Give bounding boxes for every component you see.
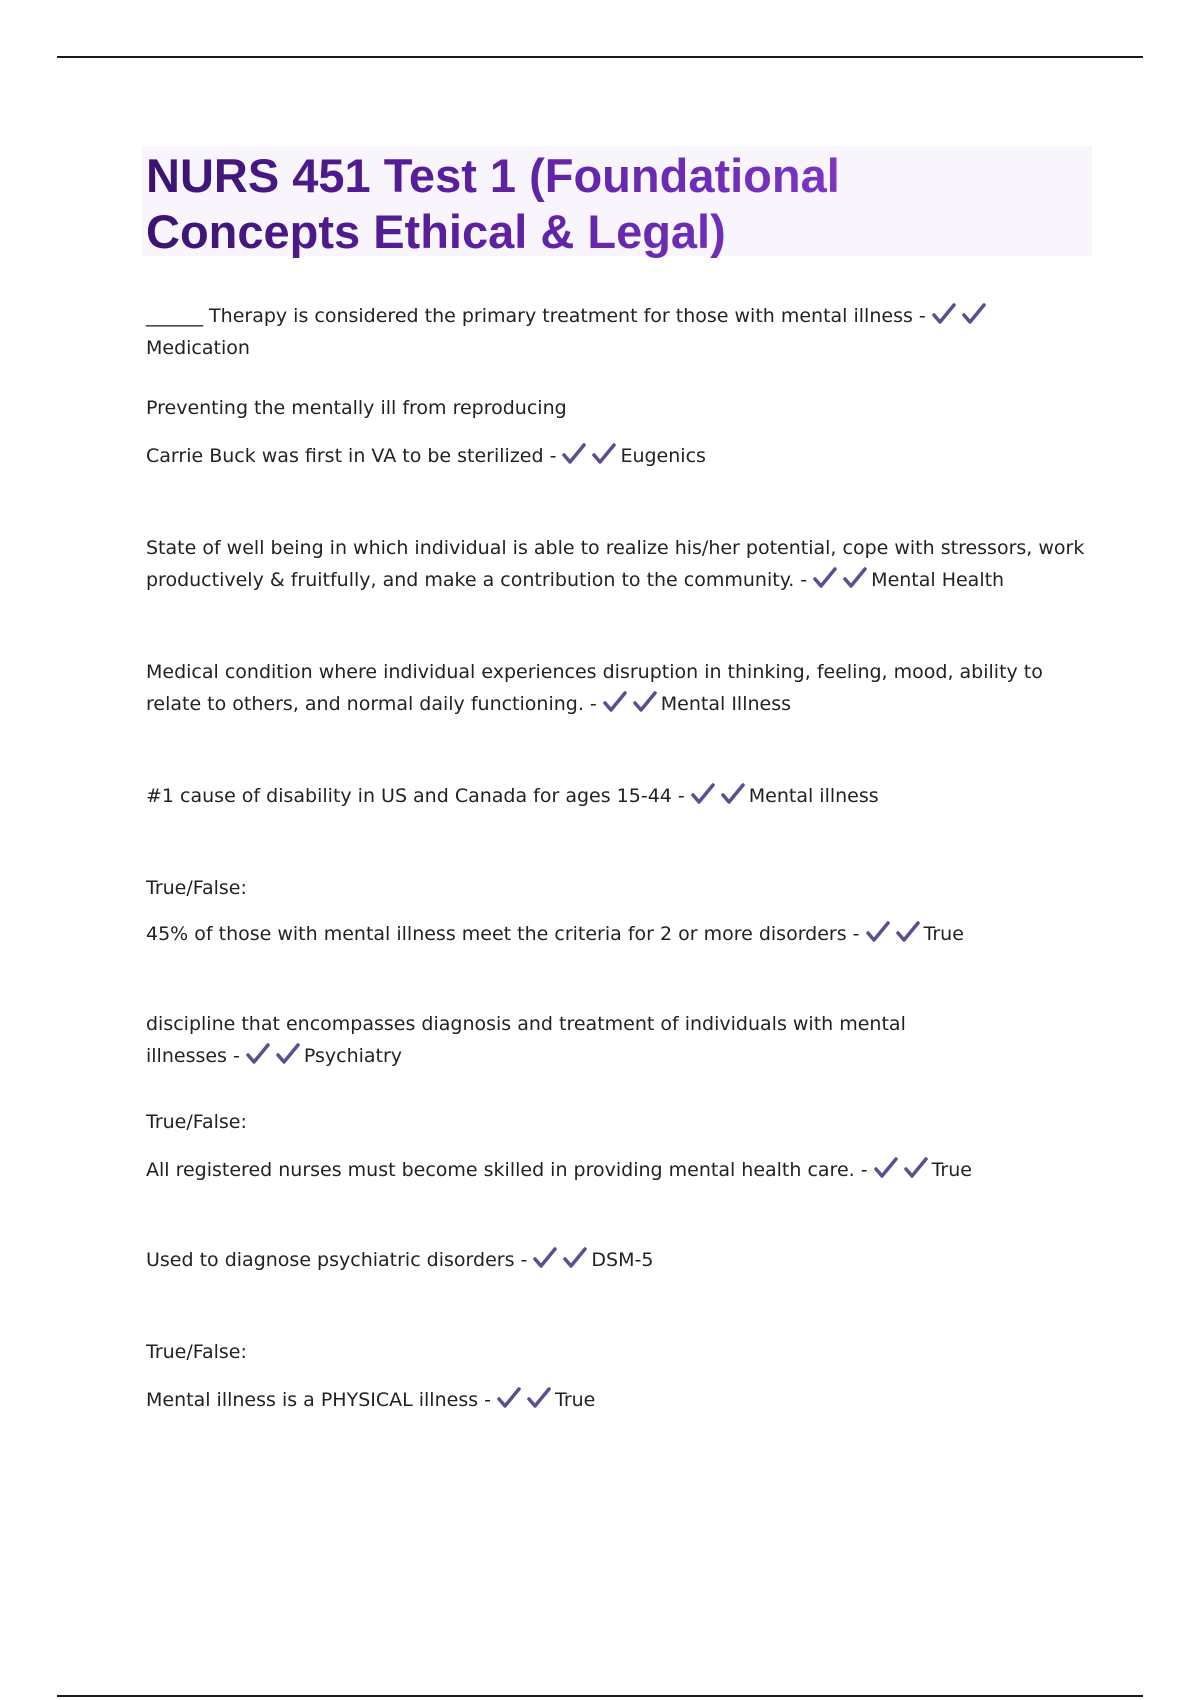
double-check-icon bbox=[813, 567, 867, 589]
flashcard-lead: True/False: bbox=[146, 1341, 247, 1363]
flashcard bbox=[146, 1008, 966, 1072]
double-check-icon bbox=[691, 783, 745, 805]
flashcard-answer: Medication bbox=[146, 337, 250, 359]
double-check-icon bbox=[497, 1387, 551, 1409]
double-check-icon bbox=[562, 443, 616, 465]
double-check-icon bbox=[932, 303, 986, 325]
flashcard bbox=[146, 872, 1086, 950]
bottom-rule bbox=[57, 1695, 1143, 1697]
double-check-icon bbox=[246, 1043, 300, 1065]
flashcard-lead: Preventing the mentally ill from reproducing bbox=[146, 397, 567, 419]
double-check-icon bbox=[866, 921, 920, 943]
flashcard-question: Mental illness is a PHYSICAL illness - True bbox=[146, 1389, 596, 1411]
title-line-2: Concepts Ethical & Legal) bbox=[146, 205, 726, 258]
flashcard bbox=[146, 300, 1086, 364]
double-check-icon bbox=[874, 1157, 928, 1179]
flashcard bbox=[146, 1244, 1086, 1276]
flashcard bbox=[146, 532, 1086, 596]
flashcard-question: Used to diagnose psychiatric disorders - DSM-5 bbox=[146, 1249, 654, 1271]
title-line-1: NURS 451 Test 1 (Foundational bbox=[146, 149, 840, 202]
flashcard-answer: Psychiatry bbox=[303, 1045, 403, 1067]
flashcard-question: All registered nurses must become skilled in providing mental health care. - True bbox=[146, 1159, 972, 1181]
flashcard-answer: Eugenics bbox=[620, 445, 706, 467]
flashcard bbox=[146, 656, 1086, 720]
flashcard-lead: True/False: bbox=[146, 1111, 247, 1133]
flashcard-answer: Mental Health bbox=[871, 569, 1005, 591]
double-check-icon bbox=[533, 1247, 587, 1269]
flashcard bbox=[146, 1336, 1086, 1416]
flashcard-answer: True bbox=[555, 1389, 596, 1411]
flashcard bbox=[146, 1106, 1086, 1186]
flashcard bbox=[146, 392, 1086, 472]
flashcard-answer: Mental Illness bbox=[660, 693, 792, 715]
flashcard-answer: True bbox=[923, 923, 964, 945]
flashcard-answer: DSM-5 bbox=[591, 1249, 654, 1271]
flashcard-question: discipline that encompasses diagnosis and treatment of individuals with mental illnesses - Psychiatry bbox=[146, 1013, 906, 1067]
flashcard-question: Carrie Buck was first in VA to be sterilized - Eugenics bbox=[146, 445, 706, 467]
flashcard-question: State of well being in which individual is able to realize his/her potential, cope with stressors, work productively & fruitfully, and make a contribution to the community. - Mental Health bbox=[146, 537, 1085, 591]
flashcard-answer: True bbox=[931, 1159, 972, 1181]
flashcard-answer: Mental illness bbox=[748, 785, 879, 807]
document-title bbox=[146, 148, 840, 260]
flashcard bbox=[146, 780, 1086, 812]
top-rule bbox=[57, 56, 1143, 58]
flashcard-question: Medical condition where individual experiences disruption in thinking, feeling, mood, ability to relate to others, and normal daily functioning. - Mental Illness bbox=[146, 661, 1043, 715]
flashcard-question: ______ Therapy is considered the primary treatment for those with mental illness - Medication bbox=[146, 300, 1086, 364]
double-check-icon bbox=[603, 691, 657, 713]
flashcard-lead: True/False: bbox=[146, 877, 247, 899]
flashcard-question: #1 cause of disability in US and Canada for ages 15-44 - Mental illness bbox=[146, 785, 879, 807]
flashcard-question: 45% of those with mental illness meet the criteria for 2 or more disorders - True bbox=[146, 923, 964, 945]
